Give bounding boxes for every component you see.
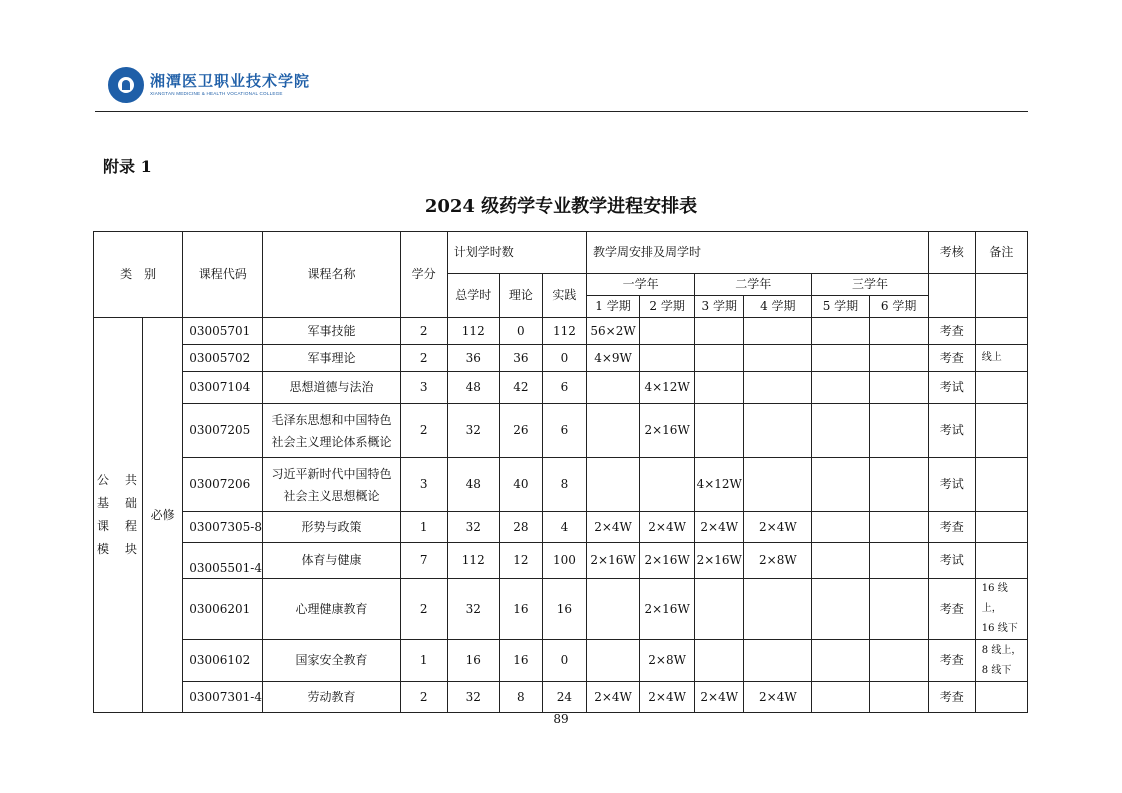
course-name <box>263 579 400 640</box>
table-row <box>94 579 1028 640</box>
semester-2-cell: 2×4W <box>640 512 695 543</box>
header-year1: 一学年 <box>586 274 694 296</box>
course-code: 03006201 <box>183 579 263 640</box>
header-sem1: 1 学期 <box>586 296 639 318</box>
semester-5-cell <box>812 458 869 512</box>
course-code: 03007206 <box>183 458 263 512</box>
course-remarks <box>975 640 1027 682</box>
course-credits: 1 <box>400 640 447 682</box>
header-code: 课程代码 <box>183 232 263 318</box>
semester-1-cell: 56×2W <box>586 318 639 345</box>
remark-line: 16 线上， <box>981 583 1008 614</box>
semester-4-cell <box>744 404 812 458</box>
course-credits: 2 <box>400 318 447 345</box>
remark-line: 8 线上， <box>981 644 1022 656</box>
header-weekly: 教学周安排及周学时 <box>586 232 928 274</box>
category-line: 课 程 <box>97 519 140 533</box>
table-row <box>94 682 1028 713</box>
course-total-hours: 36 <box>447 345 499 372</box>
course-total-hours: 32 <box>447 682 499 713</box>
course-name-line: 劳动教育 <box>307 689 356 704</box>
semester-1-cell <box>586 640 639 682</box>
course-assessment: 考试 <box>928 458 975 512</box>
course-name-line: 毛泽东思想和中国特色 <box>271 412 392 427</box>
semester-2-cell: 2×4W <box>640 682 695 713</box>
category-line: 公 共 <box>97 473 140 487</box>
semester-5-cell <box>812 512 869 543</box>
semester-5-cell <box>812 345 869 372</box>
course-assessment: 考查 <box>928 318 975 345</box>
course-credits: 7 <box>400 543 447 579</box>
semester-4-cell <box>744 579 812 640</box>
course-assessment: 考查 <box>928 640 975 682</box>
page-title: 2024 级药学专业教学进程安排表 <box>424 196 698 217</box>
semester-4-cell <box>744 318 812 345</box>
course-assessment: 考查 <box>928 512 975 543</box>
semester-2-cell: 2×16W <box>640 579 695 640</box>
course-assessment: 考试 <box>928 543 975 579</box>
course-name <box>263 372 400 404</box>
semester-4-cell: 2×4W <box>744 682 812 713</box>
college-name-cn: 湘潭医卫职业技术学院 <box>150 72 311 90</box>
semester-5-cell <box>812 579 869 640</box>
semester-3-cell <box>695 579 744 640</box>
header-sem5: 5 学期 <box>812 296 869 318</box>
course-practice-hours: 4 <box>542 512 586 543</box>
course-theory-hours: 16 <box>499 640 542 682</box>
course-name <box>263 682 400 713</box>
course-name-line: 形势与政策 <box>301 519 362 534</box>
course-assessment: 考查 <box>928 579 975 640</box>
semester-2-cell <box>640 318 695 345</box>
semester-1-cell <box>586 404 639 458</box>
semester-6-cell <box>869 512 928 543</box>
semester-2-cell: 2×16W <box>640 404 695 458</box>
course-credits: 1 <box>400 512 447 543</box>
semester-2-cell: 2×16W <box>640 543 695 579</box>
course-code: 03007104 <box>183 372 263 404</box>
course-name <box>263 345 400 372</box>
course-theory-hours: 36 <box>499 345 542 372</box>
course-theory-hours: 26 <box>499 404 542 458</box>
course-practice-hours: 8 <box>542 458 586 512</box>
course-credits: 2 <box>400 345 447 372</box>
remark-line: 线上 <box>981 352 1002 363</box>
course-theory-hours: 28 <box>499 512 542 543</box>
college-name-en: XIANGTAN MEDICINE & HEALTH VOCATIONAL COLLEGE <box>150 91 283 96</box>
semester-5-cell <box>812 640 869 682</box>
semester-1-cell <box>586 458 639 512</box>
category-cell <box>94 318 143 713</box>
semester-5-cell <box>812 682 869 713</box>
course-name-line: 体育与健康 <box>301 553 362 567</box>
course-remarks <box>975 543 1027 579</box>
semester-3-cell <box>695 640 744 682</box>
semester-2-cell: 4×12W <box>640 372 695 404</box>
semester-3-cell: 4×12W <box>695 458 744 512</box>
course-practice-hours: 6 <box>542 404 586 458</box>
course-code: 03005702 <box>183 345 263 372</box>
semester-4-cell: 2×8W <box>744 543 812 579</box>
semester-3-cell <box>695 345 744 372</box>
semester-4-cell <box>744 640 812 682</box>
course-name <box>263 404 400 458</box>
header-sem6: 6 学期 <box>869 296 928 318</box>
header-year2: 二学年 <box>695 274 812 296</box>
course-name-line: 军事理论 <box>307 350 356 365</box>
course-name-line: 社会主义理论体系概论 <box>271 434 392 449</box>
course-total-hours: 48 <box>447 372 499 404</box>
semester-6-cell <box>869 372 928 404</box>
semester-3-cell: 2×16W <box>695 543 744 579</box>
course-credits: 3 <box>400 458 447 512</box>
category-line: 模 块 <box>97 542 140 556</box>
semester-3-cell <box>695 318 744 345</box>
header-sem4: 4 学期 <box>744 296 812 318</box>
remark-line: 8 线下 <box>981 664 1012 676</box>
semester-3-cell <box>695 404 744 458</box>
course-code: 03007301-4 <box>183 682 263 713</box>
semester-3-cell: 2×4W <box>695 682 744 713</box>
semester-6-cell <box>869 579 928 640</box>
semester-4-cell: 2×4W <box>744 512 812 543</box>
subcategory-cell: 必修 <box>143 318 183 713</box>
course-name-line: 军事技能 <box>307 323 356 338</box>
header-name: 课程名称 <box>263 232 400 318</box>
course-theory-hours: 0 <box>499 318 542 345</box>
semester-3-cell: 2×4W <box>695 512 744 543</box>
course-practice-hours: 16 <box>542 579 586 640</box>
course-name <box>263 640 400 682</box>
header-remarks-blank <box>975 274 1027 318</box>
course-remarks <box>975 345 1027 372</box>
table-row <box>94 640 1028 682</box>
course-practice-hours: 24 <box>542 682 586 713</box>
course-name <box>263 512 400 543</box>
semester-6-cell <box>869 345 928 372</box>
course-theory-hours: 8 <box>499 682 542 713</box>
semester-5-cell <box>812 404 869 458</box>
course-practice-hours: 100 <box>542 543 586 579</box>
course-total-hours: 48 <box>447 458 499 512</box>
course-theory-hours: 42 <box>499 372 542 404</box>
course-remarks <box>975 512 1027 543</box>
header-sem2: 2 学期 <box>640 296 695 318</box>
semester-6-cell <box>869 458 928 512</box>
header-category: 类 别 <box>94 232 183 318</box>
table-row <box>94 345 1028 372</box>
header-assessment-blank <box>928 274 975 318</box>
course-assessment: 考试 <box>928 372 975 404</box>
semester-6-cell <box>869 404 928 458</box>
course-credits: 3 <box>400 372 447 404</box>
course-credits: 2 <box>400 579 447 640</box>
semester-6-cell <box>869 543 928 579</box>
course-remarks <box>975 404 1027 458</box>
semester-1-cell: 2×4W <box>586 682 639 713</box>
header-rule <box>95 111 1028 112</box>
course-remarks <box>975 458 1027 512</box>
course-practice-hours: 112 <box>542 318 586 345</box>
semester-1-cell: 2×16W <box>586 543 639 579</box>
table-row <box>94 404 1028 458</box>
semester-5-cell <box>812 543 869 579</box>
course-theory-hours: 16 <box>499 579 542 640</box>
semester-5-cell <box>812 372 869 404</box>
semester-4-cell <box>744 458 812 512</box>
course-remarks <box>975 682 1027 713</box>
header-sem3: 3 学期 <box>695 296 744 318</box>
header-year3: 三学年 <box>812 274 928 296</box>
course-practice-hours: 6 <box>542 372 586 404</box>
table-row <box>94 318 1028 345</box>
course-total-hours: 32 <box>447 512 499 543</box>
category-line: 基 础 <box>97 496 140 510</box>
course-assessment: 考查 <box>928 345 975 372</box>
course-total-hours: 112 <box>447 543 499 579</box>
page-number: 89 <box>553 712 569 726</box>
page-header <box>108 64 310 106</box>
semester-1-cell: 4×9W <box>586 345 639 372</box>
college-logo-text <box>150 72 310 98</box>
header-plan-hours: 计划学时数 <box>447 232 586 274</box>
course-name <box>263 543 400 579</box>
course-assessment: 考查 <box>928 682 975 713</box>
course-code: 03007205 <box>183 404 263 458</box>
semester-5-cell <box>812 318 869 345</box>
course-name-line: 国家安全教育 <box>295 653 368 667</box>
semester-1-cell <box>586 372 639 404</box>
semester-4-cell <box>744 345 812 372</box>
semester-2-cell <box>640 345 695 372</box>
course-code: 03005701 <box>183 318 263 345</box>
course-total-hours: 16 <box>447 640 499 682</box>
course-theory-hours: 12 <box>499 543 542 579</box>
semester-6-cell <box>869 318 928 345</box>
header-remarks: 备注 <box>975 232 1027 274</box>
course-name-line: 心理健康教育 <box>295 601 368 616</box>
header-row-1 <box>94 232 1028 274</box>
table-row <box>94 543 1028 579</box>
schedule-table <box>93 231 1028 713</box>
appendix-label: 附录 1 <box>103 157 152 176</box>
course-practice-hours: 0 <box>542 345 586 372</box>
header-theory: 理论 <box>499 274 542 318</box>
course-assessment: 考试 <box>928 404 975 458</box>
semester-3-cell <box>695 372 744 404</box>
semester-2-cell <box>640 458 695 512</box>
course-name-line: 习近平新时代中国特色 <box>271 466 392 481</box>
semester-1-cell: 2×4W <box>586 512 639 543</box>
header-total: 总学时 <box>447 274 499 318</box>
table-row <box>94 372 1028 404</box>
college-seal-icon <box>108 67 144 103</box>
semester-1-cell <box>586 579 639 640</box>
course-name <box>263 458 400 512</box>
semester-2-cell: 2×8W <box>640 640 695 682</box>
course-credits: 2 <box>400 682 447 713</box>
course-remarks <box>975 372 1027 404</box>
course-code: 03005501-4 <box>183 543 263 579</box>
course-total-hours: 32 <box>447 579 499 640</box>
course-code: 03006102 <box>183 640 263 682</box>
semester-6-cell <box>869 682 928 713</box>
course-remarks <box>975 579 1027 640</box>
course-total-hours: 112 <box>447 318 499 345</box>
course-name-line: 思想道德与法治 <box>289 380 374 394</box>
course-remarks <box>975 318 1027 345</box>
course-credits: 2 <box>400 404 447 458</box>
header-credits: 学分 <box>400 232 447 318</box>
course-name <box>263 318 400 345</box>
course-code: 03007305-8 <box>183 512 263 543</box>
semester-6-cell <box>869 640 928 682</box>
course-theory-hours: 40 <box>499 458 542 512</box>
course-name-line: 社会主义思想概论 <box>283 488 380 503</box>
header-assessment: 考核 <box>928 232 975 274</box>
table-row <box>94 512 1028 543</box>
semester-4-cell <box>744 372 812 404</box>
remark-line: 16 线下 <box>981 623 1018 634</box>
course-practice-hours: 0 <box>542 640 586 682</box>
course-total-hours: 32 <box>447 404 499 458</box>
header-practice: 实践 <box>542 274 586 318</box>
table-row <box>94 458 1028 512</box>
